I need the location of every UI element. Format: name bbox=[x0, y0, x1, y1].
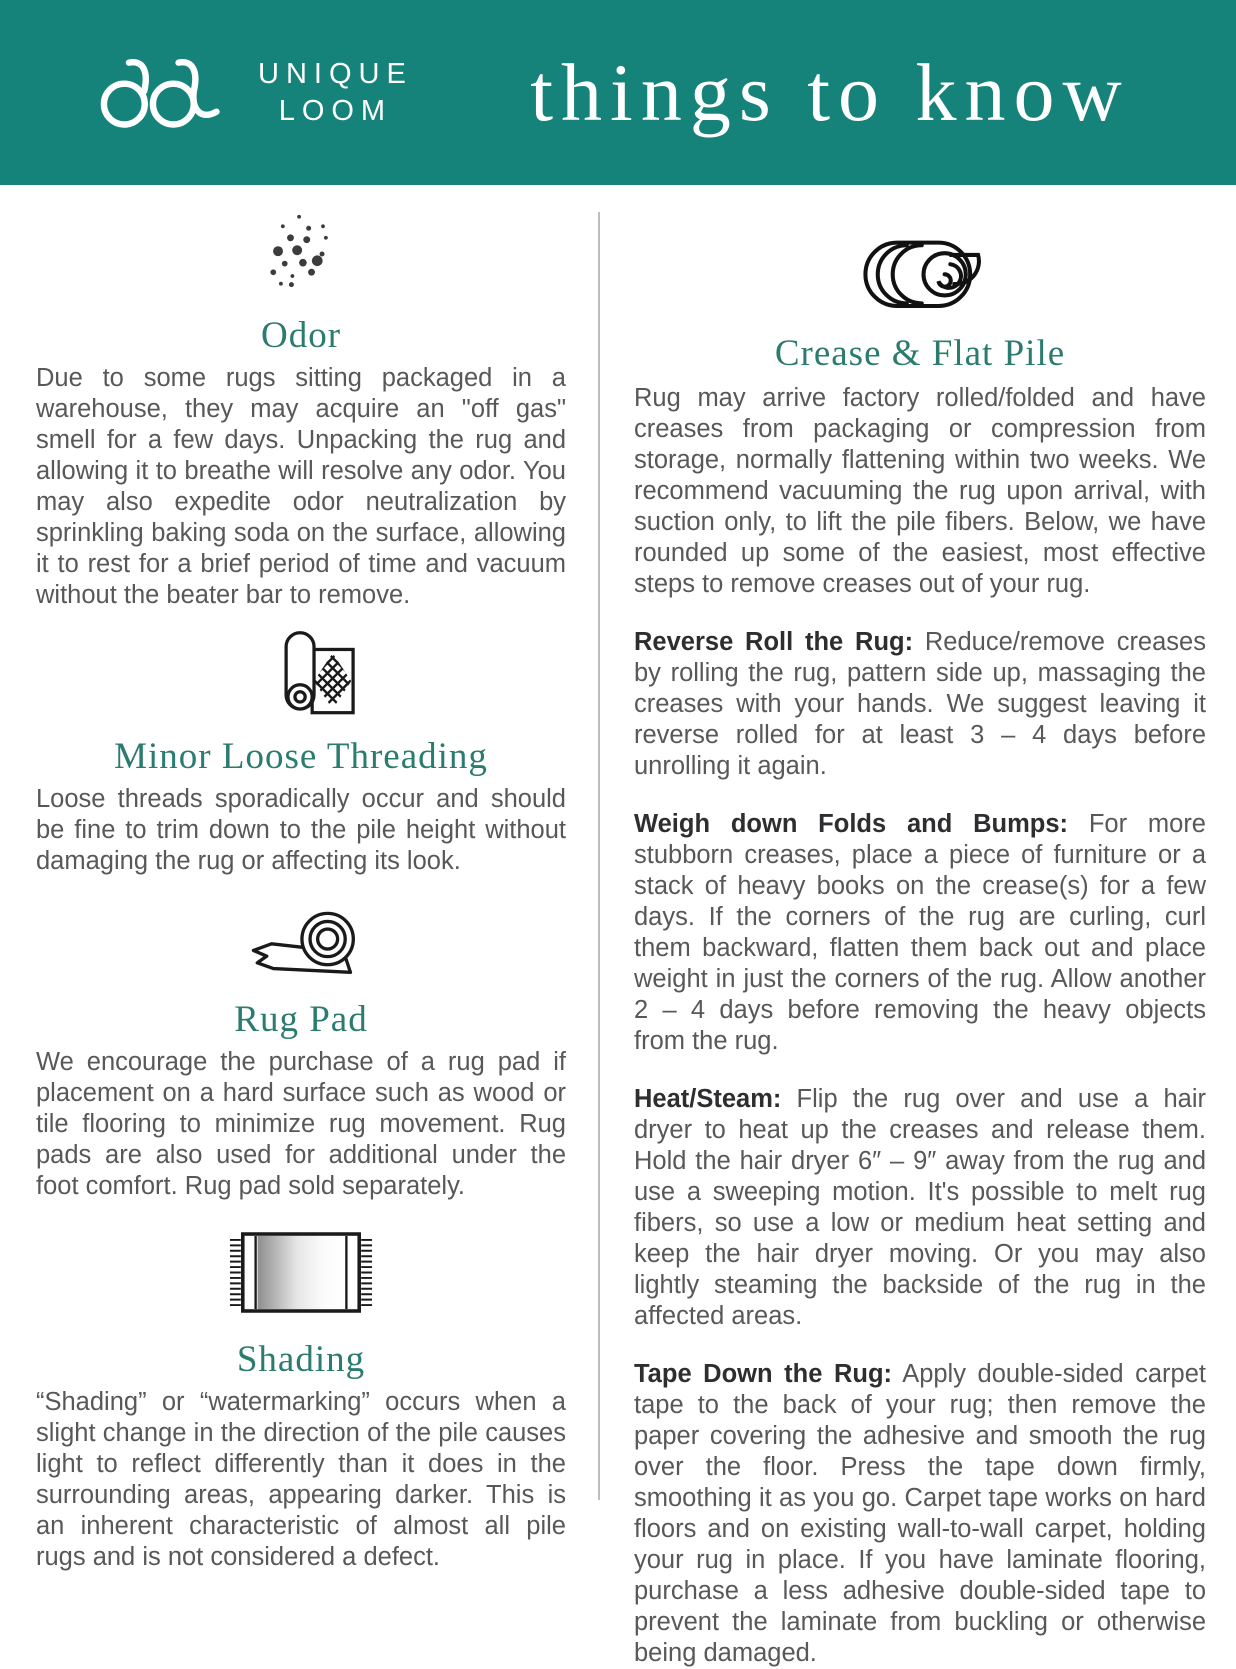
section-heading: Rug Pad bbox=[234, 999, 368, 1040]
page-title: things to know bbox=[530, 46, 1130, 138]
section-odor bbox=[36, 185, 566, 611]
section-body: “Shading” or “watermarking” occurs when a slight change in the direction of the pile causes light to reflect differently than it does in the surrounding areas, appearing darker. This is an inherent characteristic of almost all pile rugs and is not considered a defect. bbox=[36, 1388, 566, 1571]
unique-loom-dd-logo-icon bbox=[94, 54, 234, 132]
section-body: Rug may arrive factory rolled/folded and have creases from packaging or compression from storage, normally flattening within two weeks. We recommend vacuuming the rug upon arrival, with suction only, to lift the pile fibers. Below, we have rounded up some of the easiest, most effective steps to remove creases out of your rug. bbox=[634, 384, 1206, 598]
odor-dots-icon bbox=[257, 211, 345, 299]
header bbox=[0, 0, 1236, 185]
section-minor-loose-threading bbox=[36, 611, 566, 877]
section-shading bbox=[36, 1202, 566, 1573]
fringed-rug-icon bbox=[227, 1228, 375, 1317]
tip-label: Reverse Roll the Rug: bbox=[634, 628, 914, 656]
section-heading: Odor bbox=[260, 315, 342, 356]
brand-line-1: UNIQUE bbox=[258, 58, 413, 91]
tip-label: Weigh down Folds and Bumps: bbox=[634, 810, 1069, 838]
left-column bbox=[36, 185, 566, 1573]
brand-line-2: LOOM bbox=[278, 94, 393, 127]
tip-body: Apply double-sided carpet tape to the back of your rug; then remove the paper covering the adhesive and smooth the rug over the floor. Press the tape down firmly, smoothing it as you go. Carpet tape works on hard floors and on existing wall-to-wall carpet, holding your rug in place. If you have laminate flooring, purchase a less adhesive double-sided tape to prevent the laminate from buckling or otherwise being damaged. bbox=[634, 1360, 1206, 1667]
tip-body: Reduce/remove creases by rolling the rug, pattern side up, massaging the creases with your hands. We suggest leaving it reverse rolled for at least 3 – 4 days before unrolling it again. bbox=[634, 628, 1206, 780]
section-body: Loose threads sporadically occur and should be fine to trim down to the pile height without damaging the rug or affecting its look. bbox=[36, 785, 566, 875]
rolled-rug-icon bbox=[854, 231, 986, 315]
brand-logo bbox=[94, 54, 413, 132]
section-heading: Crease & Flat Pile bbox=[774, 333, 1066, 374]
section-heading: Shading bbox=[236, 1339, 366, 1380]
tip-body: Flip the rug over and use a hair dryer to heat up the creases and release them. Hold the hair dryer 6″ – 9″ away from the rug and use a sweeping motion. It's possible to melt rug fibers, so use a low or medium heat setting and keep the hair dryer moving. Or you may also lightly steaming the backside of the rug in the affected areas. bbox=[634, 1085, 1206, 1330]
tip-label: Heat/Steam: bbox=[634, 1085, 782, 1113]
section-heading: Minor Loose Threading bbox=[114, 736, 488, 777]
section-rug-pad bbox=[36, 877, 566, 1202]
section-crease-flat-pile bbox=[634, 185, 1206, 600]
section-body: Due to some rugs sitting packaged in a warehouse, they may acquire an "off gas" smell for a few days. Unpacking the rug and allowing it to breathe will resolve any odor. You may also expedite odor neutralization by sprinkling baking soda on the surface, allowing it to rest for a brief period of time and vacuum without the beater bar to remove. bbox=[36, 364, 566, 609]
tip-reverse-roll bbox=[634, 627, 1206, 782]
right-column bbox=[634, 185, 1206, 1669]
tip-weigh-down bbox=[634, 809, 1206, 1057]
rug-pad-roll-icon bbox=[239, 901, 363, 979]
section-body: We encourage the purchase of a rug pad if placement on a hard surface such as wood or tile flooring to minimize rug movement. Rug pads are also used for additional under the foot comfort. Rug pad sold separately. bbox=[36, 1048, 566, 1200]
brand-name bbox=[258, 56, 413, 129]
tip-heat-steam bbox=[634, 1084, 1206, 1332]
rolled-rug-hatch-icon bbox=[245, 629, 357, 722]
tip-label: Tape Down the Rug: bbox=[634, 1360, 893, 1388]
column-divider bbox=[598, 212, 600, 1500]
tip-tape-down bbox=[634, 1359, 1206, 1669]
tip-body: For more stubborn creases, place a piece of furniture or a stack of heavy books on the crease(s) for a few days. If the corners of the rug are curling, curl them backward, flatten them back out and place weight in just the corners of the rug. Allow another 2 – 4 days before removing the heavy objects from the rug. bbox=[634, 810, 1206, 1055]
